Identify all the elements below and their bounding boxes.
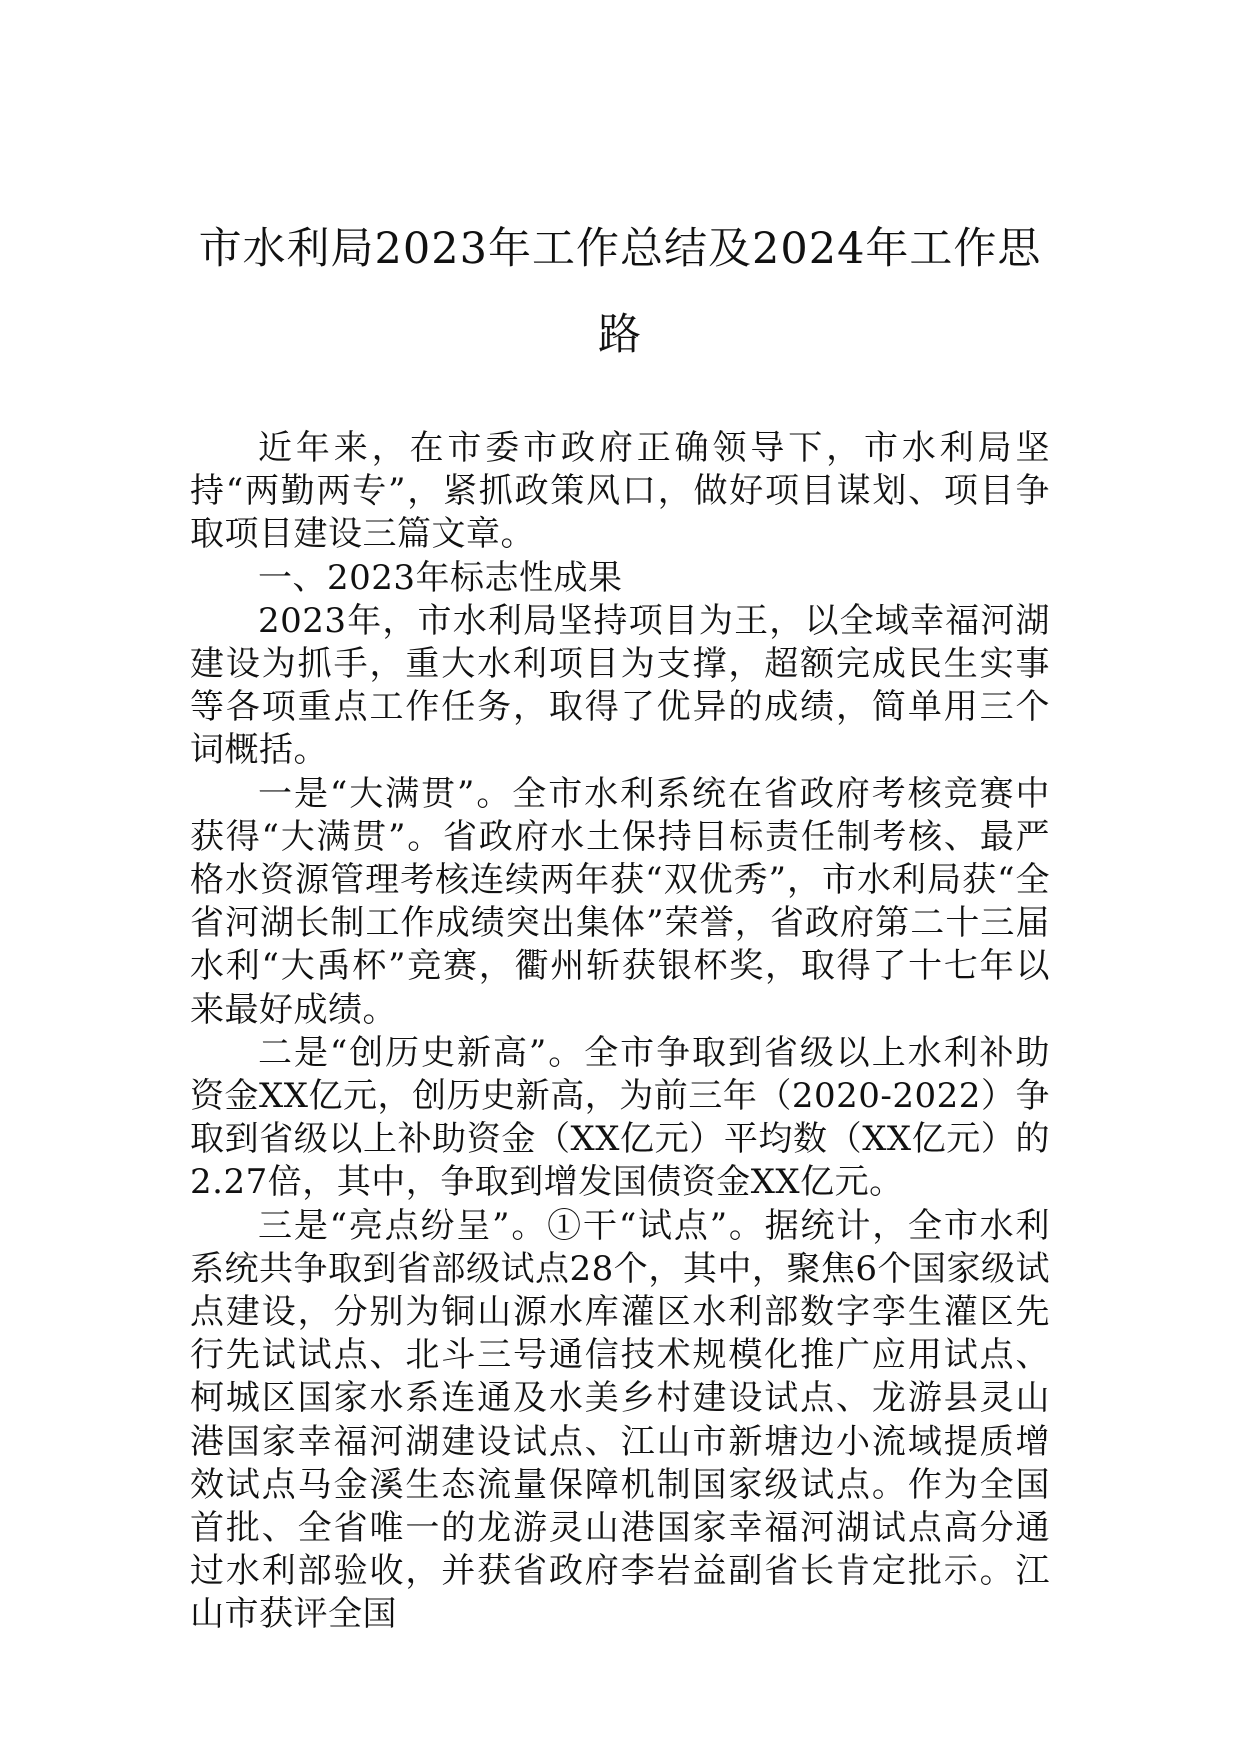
paragraph-highlights: 三是“亮点纷呈”。①干“试点”。据统计，全市水利系统共争取到省部级试点28个，其中，聚焦6个国家级试点建设，分别为铜山源水库灌区水利部数字孪生灌区先行先试试点、北斗三号通信技术规模化推广应用试点、柯城区国家水系连通及水美乡村建设试点、龙游县灵山港国家幸福河湖建设试点、江山市新塘边小流域提质增效试点马金溪生态流量保障机制国家级试点。作为全国首批、全省唯一的龙游灵山港国家幸福河湖试点高分通过水利部验收，并获省政府李岩益副省长肯定批示。江山市获评全国 (190, 1205, 1050, 1635)
paragraph-intro: 近年来，在市委市政府正确领导下，市水利局坚持“两勤两专”，紧抓政策风口，做好项目谋划、项目争取项目建设三篇文章。 (190, 428, 1050, 555)
paragraph-record-high: 二是“创历史新高”。全市争取到省级以上水利补助资金XX亿元，创历史新高，为前三年（2020-2022）争取到省级以上补助资金（XX亿元）平均数（XX亿元）的2.27倍，其中，争取到增发国债资金XX亿元。 (190, 1032, 1050, 1203)
paragraph-grand-slam: 一是“大满贯”。全市水利系统在省政府考核竞赛中获得“大满贯”。省政府水土保持目标责任制考核、最严格水资源管理考核连续两年获“双优秀”，市水利局获“全省河湖长制工作成绩突出集体”荣誉，省政府第二十三届水利“大禹杯”竞赛，衢州斩获银杯奖，取得了十七年以来最好成绩。 (190, 773, 1050, 1030)
section-heading-achievements: 一、2023年标志性成果 (258, 557, 623, 598)
paragraph-overview: 2023年，市水利局坚持项目为王，以全域幸福河湖建设为抓手，重大水利项目为支撑，超额完成民生实事等各项重点工作任务，取得了优异的成绩，简单用三个词概括。 (190, 600, 1050, 771)
document-body (190, 427, 1050, 1637)
document-title: 市水利局2023年工作总结及2024年工作思路 (198, 224, 1042, 360)
